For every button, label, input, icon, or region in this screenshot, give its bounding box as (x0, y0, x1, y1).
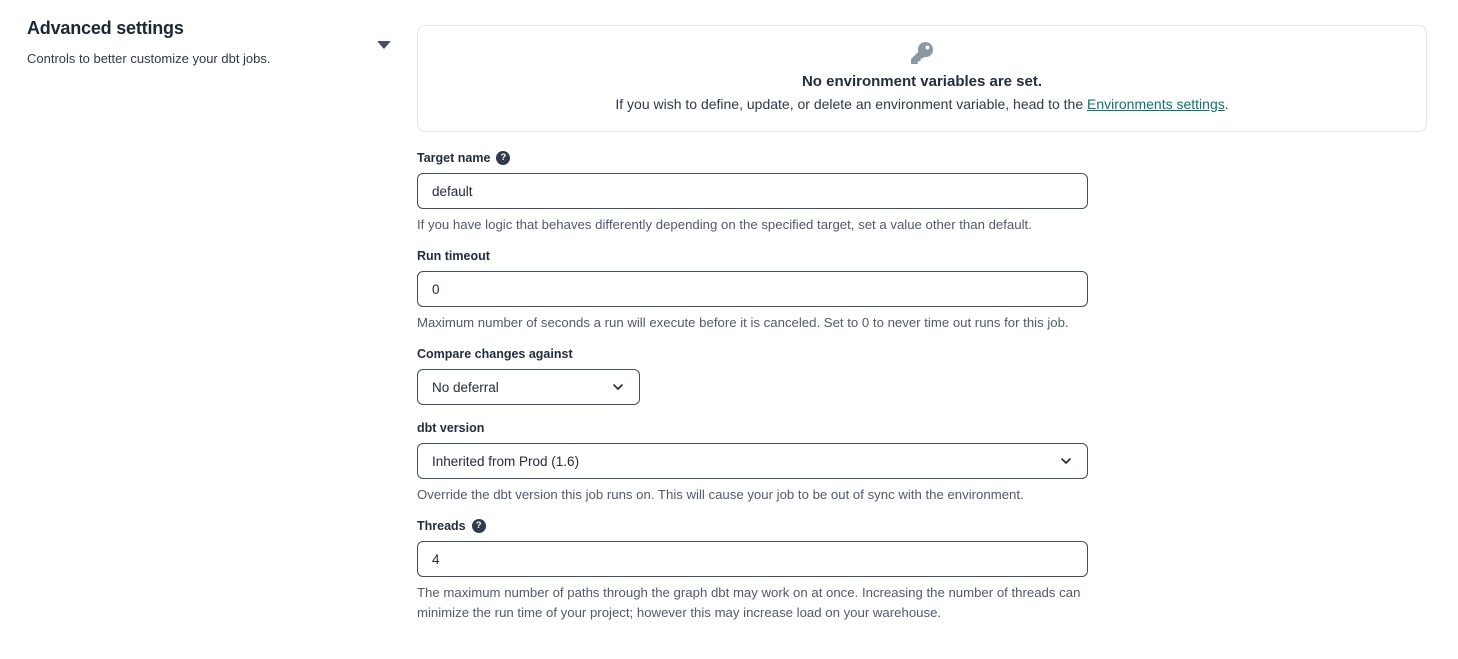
target-name-label (417, 151, 510, 165)
run-timeout-input[interactable] (417, 271, 1088, 307)
target-name-input[interactable] (417, 173, 1088, 209)
caret-down-icon[interactable] (377, 41, 391, 49)
env-panel-title: No environment variables are set. (801, 73, 1043, 90)
env-message-prefix: If you wish to define, update, or delete an environment variable, head to the (615, 96, 1087, 112)
page-subtitle: Controls to better customize your dbt jobs. (27, 51, 271, 66)
page-title: Advanced settings (27, 18, 184, 38)
env-variables-panel (417, 25, 1427, 132)
dbt-version-label-text: dbt version (417, 421, 485, 435)
dbt-version-label (417, 421, 484, 435)
chevron-down-icon (611, 380, 625, 394)
compare-changes-select[interactable] (417, 369, 640, 405)
environments-settings-link[interactable]: Environments settings (1087, 96, 1225, 112)
dbt-version-value: Inherited from Prod (1.6) (432, 453, 580, 469)
run-timeout-label (417, 249, 490, 263)
target-name-label-text: Target name (417, 151, 491, 165)
key-icon (911, 42, 933, 64)
threads-input[interactable] (417, 541, 1088, 577)
compare-changes-label-text: Compare changes against (417, 347, 573, 361)
run-timeout-label-text: Run timeout (417, 249, 490, 263)
env-panel-message (418, 96, 1426, 112)
compare-changes-label (417, 347, 573, 361)
dbt-version-select[interactable] (417, 443, 1088, 479)
dbt-version-helper: Override the dbt version this job runs on. This will cause your job to be out of sync with the environment. (417, 487, 1024, 502)
run-timeout-helper: Maximum number of seconds a run will execute before it is canceled. Set to 0 to never time out runs for this job. (417, 315, 1069, 330)
question-circle-icon[interactable]: ? (472, 519, 486, 533)
threads-label-text: Threads (417, 519, 466, 533)
threads-label (417, 519, 486, 533)
chevron-down-icon (1059, 454, 1073, 468)
question-circle-icon[interactable]: ? (496, 151, 510, 165)
target-name-helper: If you have logic that behaves differently depending on the specified target, set a value other than default. (417, 217, 1032, 232)
env-message-suffix: . (1224, 96, 1229, 112)
threads-helper: The maximum number of paths through the graph dbt may work on at once. Increasing the number of threads can minimize the run time of your project; however this may increase load on your warehouse. (417, 585, 1081, 620)
compare-changes-value: No deferral (432, 379, 499, 395)
